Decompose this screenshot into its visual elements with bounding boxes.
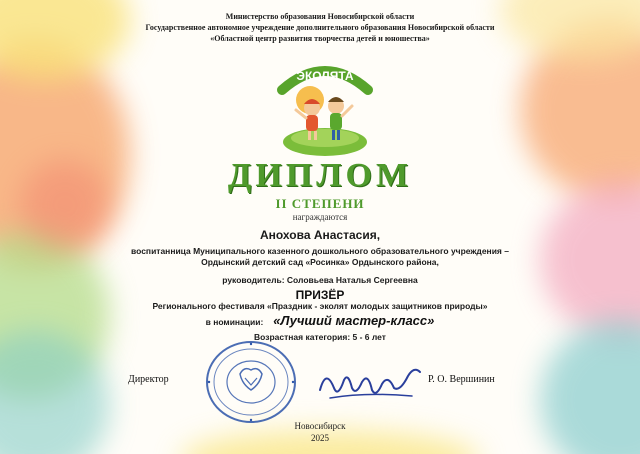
official-stamp (204, 340, 298, 424)
diploma-degree: II СТЕПЕНИ (275, 196, 365, 211)
header-institution: Государственное автономное учреждение дополнительного образования Новосибирской области (145, 23, 495, 32)
age-category: Возрастная категория: 5 - 6 лет (254, 332, 386, 342)
diploma-title: ДИПЛОМ (227, 157, 413, 194)
prize-label: ПРИЗЁР (295, 288, 345, 302)
nomination-line (0, 312, 640, 330)
recipient-description-1: воспитанница Муниципального казенного дошкольного образовательного учреждения – (131, 246, 509, 256)
ekolyata-logo (270, 50, 380, 162)
stamp-emblem (240, 369, 262, 390)
footer-city: Новосибирск (294, 421, 346, 431)
festival-name: Регионального фестиваля «Праздник - эколят молодых защитников природы» (152, 301, 488, 311)
footer-year: 2025 (311, 433, 329, 443)
recipient-name: Анохова Анастасия, (259, 228, 381, 242)
logo-girl-body (306, 115, 318, 131)
director-role: Директор (128, 374, 169, 385)
header-center: «Областной центр развития творчества детей и юношества» (210, 34, 430, 43)
director-signature (316, 362, 428, 406)
director-name: Р. О. Вершинин (428, 374, 495, 385)
nomination-label: в номинации: (205, 317, 264, 327)
logo-boy-body (330, 113, 342, 130)
nomination-value: «Лучший мастер-класс» (273, 313, 435, 328)
header-ministry: Министерство образования Новосибирской области (225, 12, 415, 21)
logo-text: ЭКОЛЯТА (296, 69, 354, 83)
awarded-label: награждаются (292, 212, 348, 222)
recipient-description-2: Ордынский детский сад «Росинка» Ордынского района, (201, 257, 439, 267)
supervisor: руководитель: Соловьева Наталья Сергеевна (222, 275, 418, 285)
